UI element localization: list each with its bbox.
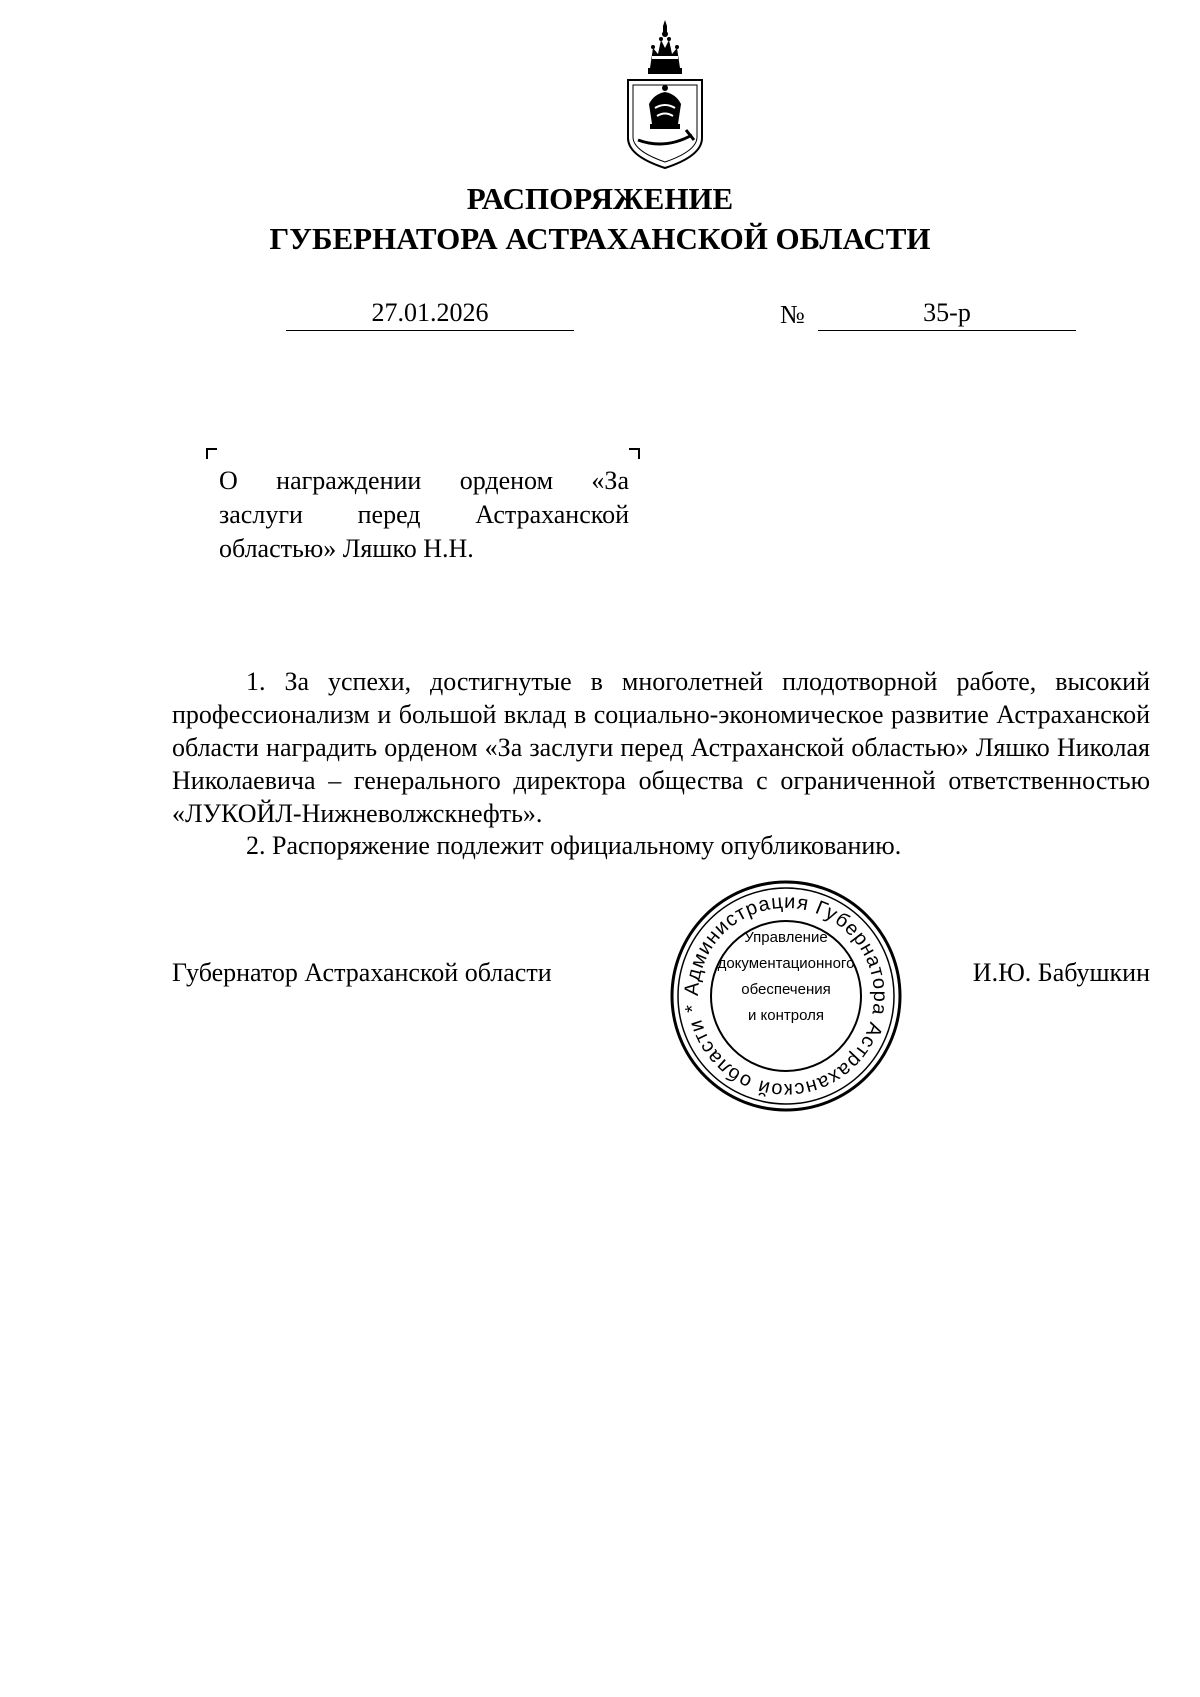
subject-line-2: заслуги перед Астраханской — [219, 500, 629, 529]
stamp-inner-text — [705, 925, 867, 1029]
document-date: 27.01.2026 — [286, 298, 574, 331]
stamp-line-3: обеспечения — [741, 981, 831, 998]
stamp-line-2: документационного — [717, 955, 855, 972]
subject-corner-right — [629, 448, 640, 459]
stamp-ring-text: Администрация Губернатора Астраханской области * — [680, 890, 892, 1102]
issuer-title: ГУБЕРНАТОРА АСТРАХАНСКОЙ ОБЛАСТИ — [269, 221, 931, 256]
number-sign: № — [780, 300, 805, 329]
document-number: 35-р — [818, 298, 1076, 331]
subject-line-1: О награждении орденом «За — [219, 466, 629, 495]
document-title: РАСПОРЯЖЕНИЕ — [466, 181, 734, 216]
signatory-name: И.Ю. Бабушкин — [972, 958, 1150, 987]
subject-corner-left — [206, 448, 217, 459]
paragraph-1: 1. За успехи, достигнутые в многолетней плодотворной работе, высокий профессионализм и большой вклад в социально-экономическое развитие Астраханской области наградить орденом «За заслуги перед Астраханской областью» Ляшко Николая Николаевича – генерального директора общества с ограниченной ответственностью «ЛУКОЙЛ-Нижневолжскнефть». — [172, 667, 1150, 828]
paragraph-2: 2. Распоряжение подлежит официальному опубликованию. — [246, 831, 902, 860]
signatory-position: Губернатор Астраханской области — [172, 958, 552, 987]
document-subject — [219, 464, 629, 566]
stamp-line-4: и контроля — [747, 1007, 824, 1024]
subject-line-3: областью» Ляшко Н.Н. — [219, 534, 474, 563]
coat-of-arms-icon — [620, 18, 710, 173]
stamp-line-1: Управление — [744, 929, 828, 946]
